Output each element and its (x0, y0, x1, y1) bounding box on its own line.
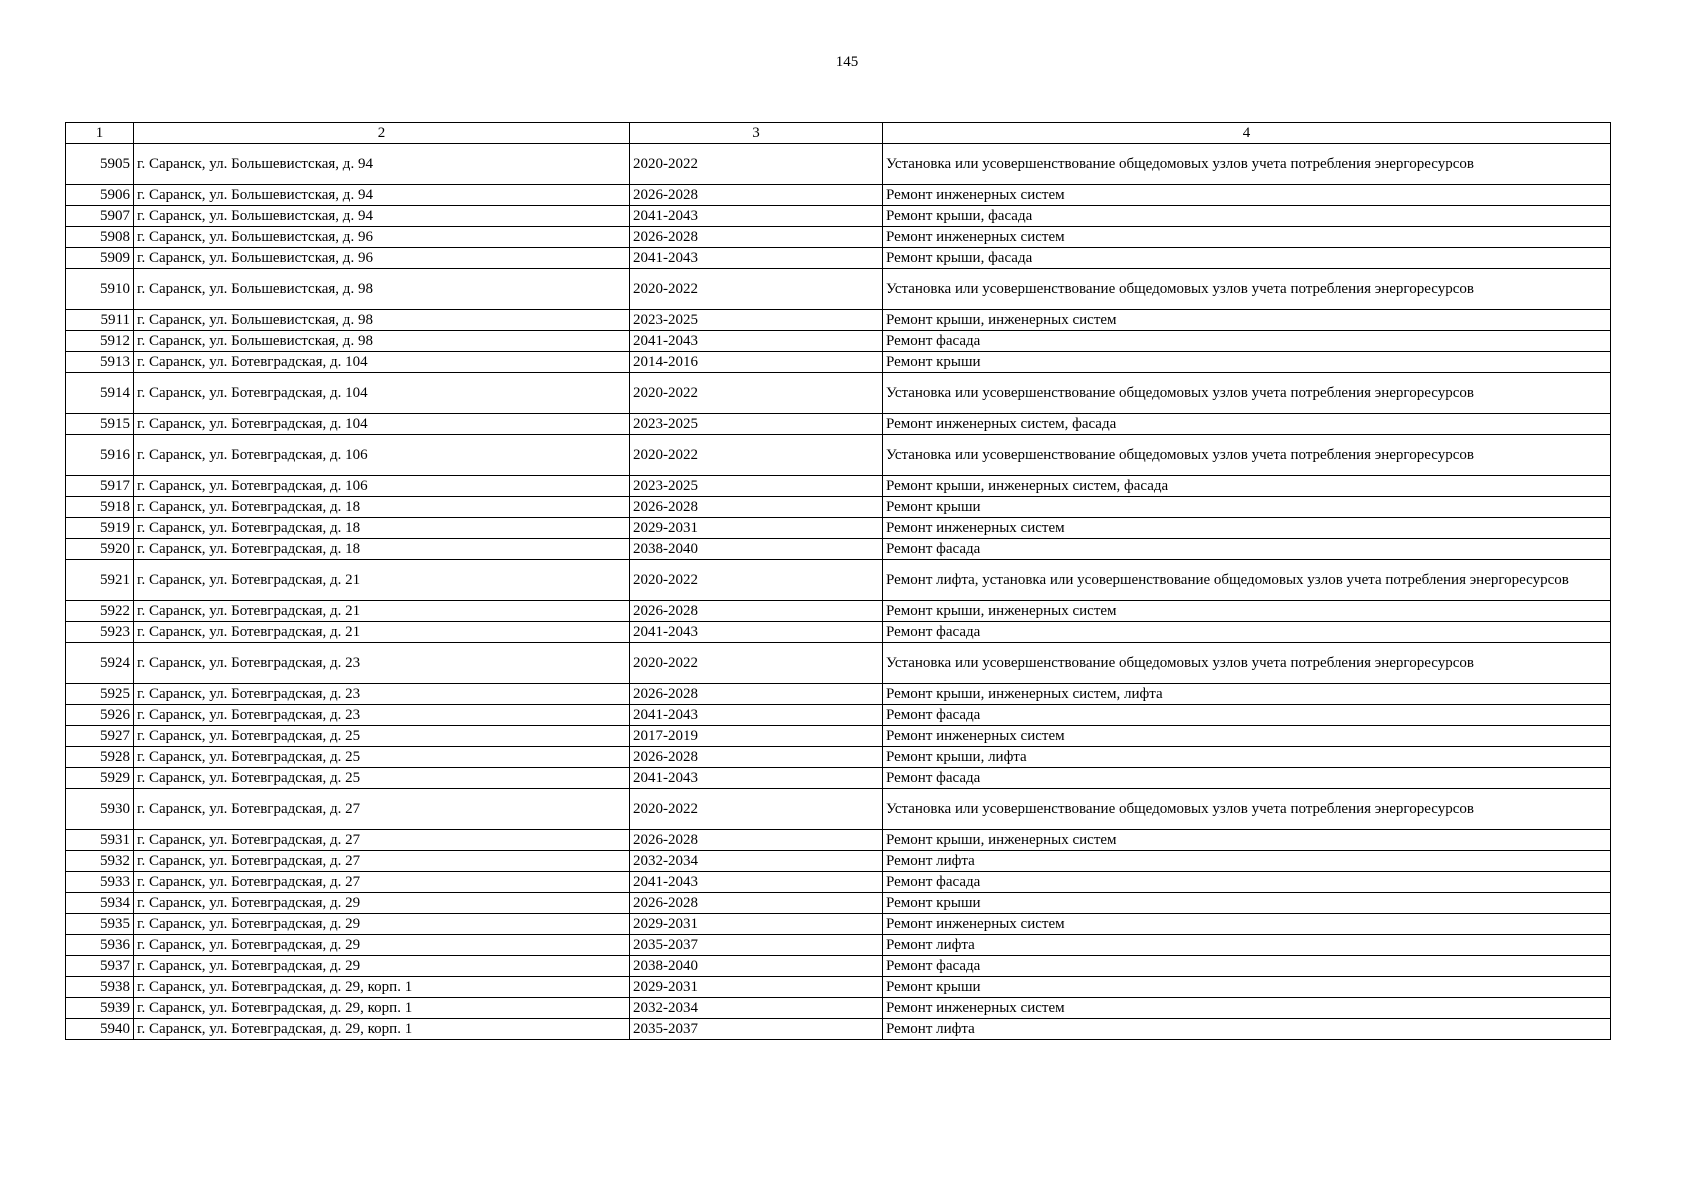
row-number-cell: 5934 (66, 893, 134, 914)
table-row (66, 497, 1611, 518)
table-row (66, 872, 1611, 893)
row-period-cell: 2029-2031 (630, 977, 883, 998)
row-period-cell: 2020-2022 (630, 643, 883, 684)
row-work-cell: Ремонт крыши (883, 497, 1611, 518)
row-period-cell: 2041-2043 (630, 622, 883, 643)
row-address-cell: г. Саранск, ул. Ботевградская, д. 23 (134, 643, 630, 684)
row-work-cell: Ремонт крыши, инженерных систем, лифта (883, 684, 1611, 705)
row-number-cell: 5929 (66, 768, 134, 789)
row-period-cell: 2017-2019 (630, 726, 883, 747)
row-number-cell: 5921 (66, 560, 134, 601)
row-address-cell: г. Саранск, ул. Большевистская, д. 94 (134, 185, 630, 206)
row-period-cell: 2023-2025 (630, 414, 883, 435)
table-row (66, 310, 1611, 331)
row-number-cell: 5910 (66, 269, 134, 310)
row-work-cell: Ремонт инженерных систем, фасада (883, 414, 1611, 435)
row-period-cell: 2026-2028 (630, 497, 883, 518)
table-header-row (66, 123, 1611, 144)
table-row (66, 935, 1611, 956)
table-row (66, 373, 1611, 414)
table-row (66, 248, 1611, 269)
row-number-cell: 5928 (66, 747, 134, 768)
row-work-cell: Ремонт инженерных систем (883, 726, 1611, 747)
row-period-cell: 2029-2031 (630, 914, 883, 935)
header-col-1: 1 (66, 123, 134, 144)
row-work-cell: Установка или усовершенствование общедомовых узлов учета потребления энергоресурсов (883, 373, 1611, 414)
row-work-cell: Ремонт инженерных систем (883, 998, 1611, 1019)
row-number-cell: 5930 (66, 789, 134, 830)
table-body (66, 144, 1611, 1040)
row-work-cell: Ремонт инженерных систем (883, 518, 1611, 539)
row-address-cell: г. Саранск, ул. Ботевградская, д. 27 (134, 830, 630, 851)
table-row (66, 352, 1611, 373)
row-address-cell: г. Саранск, ул. Ботевградская, д. 29 (134, 893, 630, 914)
row-address-cell: г. Саранск, ул. Ботевградская, д. 23 (134, 705, 630, 726)
row-period-cell: 2020-2022 (630, 144, 883, 185)
row-period-cell: 2020-2022 (630, 269, 883, 310)
row-address-cell: г. Саранск, ул. Ботевградская, д. 104 (134, 373, 630, 414)
row-number-cell: 5920 (66, 539, 134, 560)
row-number-cell: 5909 (66, 248, 134, 269)
row-work-cell: Ремонт крыши (883, 352, 1611, 373)
table-row (66, 206, 1611, 227)
row-number-cell: 5931 (66, 830, 134, 851)
row-period-cell: 2041-2043 (630, 248, 883, 269)
table-row (66, 851, 1611, 872)
row-number-cell: 5933 (66, 872, 134, 893)
row-period-cell: 2041-2043 (630, 331, 883, 352)
row-work-cell: Ремонт крыши (883, 893, 1611, 914)
row-address-cell: г. Саранск, ул. Ботевградская, д. 27 (134, 851, 630, 872)
row-address-cell: г. Саранск, ул. Ботевградская, д. 18 (134, 518, 630, 539)
table-row (66, 705, 1611, 726)
row-number-cell: 5905 (66, 144, 134, 185)
table-row (66, 185, 1611, 206)
row-address-cell: г. Саранск, ул. Большевистская, д. 98 (134, 269, 630, 310)
repair-schedule-table (65, 122, 1611, 1040)
row-address-cell: г. Саранск, ул. Ботевградская, д. 106 (134, 476, 630, 497)
row-number-cell: 5913 (66, 352, 134, 373)
row-address-cell: г. Саранск, ул. Ботевградская, д. 106 (134, 435, 630, 476)
row-address-cell: г. Саранск, ул. Ботевградская, д. 23 (134, 684, 630, 705)
row-period-cell: 2038-2040 (630, 539, 883, 560)
row-number-cell: 5925 (66, 684, 134, 705)
row-period-cell: 2026-2028 (630, 185, 883, 206)
table-row (66, 601, 1611, 622)
table-row (66, 269, 1611, 310)
row-number-cell: 5935 (66, 914, 134, 935)
table-row (66, 914, 1611, 935)
row-work-cell: Ремонт крыши, инженерных систем, фасада (883, 476, 1611, 497)
row-period-cell: 2026-2028 (630, 601, 883, 622)
row-address-cell: г. Саранск, ул. Ботевградская, д. 21 (134, 622, 630, 643)
table-row (66, 331, 1611, 352)
row-number-cell: 5906 (66, 185, 134, 206)
row-number-cell: 5924 (66, 643, 134, 684)
row-number-cell: 5912 (66, 331, 134, 352)
row-number-cell: 5926 (66, 705, 134, 726)
row-period-cell: 2023-2025 (630, 476, 883, 497)
row-address-cell: г. Саранск, ул. Ботевградская, д. 29, корп. 1 (134, 1019, 630, 1040)
page-number: 145 (835, 54, 859, 70)
row-address-cell: г. Саранск, ул. Большевистская, д. 98 (134, 331, 630, 352)
row-work-cell: Ремонт фасада (883, 768, 1611, 789)
row-period-cell: 2029-2031 (630, 518, 883, 539)
row-address-cell: г. Саранск, ул. Большевистская, д. 96 (134, 227, 630, 248)
row-period-cell: 2026-2028 (630, 684, 883, 705)
row-number-cell: 5936 (66, 935, 134, 956)
row-period-cell: 2041-2043 (630, 206, 883, 227)
table-row (66, 726, 1611, 747)
row-number-cell: 5914 (66, 373, 134, 414)
row-work-cell: Ремонт инженерных систем (883, 914, 1611, 935)
row-address-cell: г. Саранск, ул. Ботевградская, д. 25 (134, 768, 630, 789)
row-address-cell: г. Саранск, ул. Ботевградская, д. 29 (134, 914, 630, 935)
row-work-cell: Установка или усовершенствование общедомовых узлов учета потребления энергоресурсов (883, 144, 1611, 185)
row-period-cell: 2038-2040 (630, 956, 883, 977)
table-row (66, 227, 1611, 248)
row-period-cell: 2035-2037 (630, 935, 883, 956)
row-period-cell: 2014-2016 (630, 352, 883, 373)
table-row (66, 830, 1611, 851)
row-period-cell: 2041-2043 (630, 705, 883, 726)
header-col-4: 4 (883, 123, 1611, 144)
row-address-cell: г. Саранск, ул. Ботевградская, д. 18 (134, 539, 630, 560)
row-address-cell: г. Саранск, ул. Большевистская, д. 94 (134, 144, 630, 185)
table-row (66, 539, 1611, 560)
row-number-cell: 5923 (66, 622, 134, 643)
row-work-cell: Ремонт фасада (883, 539, 1611, 560)
row-number-cell: 5927 (66, 726, 134, 747)
row-work-cell: Ремонт крыши, фасада (883, 248, 1611, 269)
row-work-cell: Ремонт фасада (883, 956, 1611, 977)
row-address-cell: г. Саранск, ул. Ботевградская, д. 18 (134, 497, 630, 518)
row-address-cell: г. Саранск, ул. Ботевградская, д. 29, корп. 1 (134, 998, 630, 1019)
table-row (66, 684, 1611, 705)
row-address-cell: г. Саранск, ул. Ботевградская, д. 25 (134, 747, 630, 768)
row-period-cell: 2020-2022 (630, 789, 883, 830)
row-work-cell: Ремонт крыши, инженерных систем (883, 601, 1611, 622)
table-row (66, 560, 1611, 601)
row-period-cell: 2023-2025 (630, 310, 883, 331)
table-row (66, 977, 1611, 998)
table-row (66, 747, 1611, 768)
row-address-cell: г. Саранск, ул. Ботевградская, д. 29 (134, 956, 630, 977)
row-period-cell: 2032-2034 (630, 851, 883, 872)
row-work-cell: Ремонт лифта, установка или усовершенствование общедомовых узлов учета потребления энергоресурсов (883, 560, 1611, 601)
row-address-cell: г. Саранск, ул. Ботевградская, д. 25 (134, 726, 630, 747)
row-number-cell: 5940 (66, 1019, 134, 1040)
row-work-cell: Ремонт фасада (883, 331, 1611, 352)
row-number-cell: 5908 (66, 227, 134, 248)
row-number-cell: 5917 (66, 476, 134, 497)
row-work-cell: Ремонт лифта (883, 1019, 1611, 1040)
table-row (66, 1019, 1611, 1040)
row-work-cell: Ремонт крыши, инженерных систем (883, 310, 1611, 331)
row-number-cell: 5938 (66, 977, 134, 998)
table-row (66, 518, 1611, 539)
row-number-cell: 5922 (66, 601, 134, 622)
row-address-cell: г. Саранск, ул. Ботевградская, д. 104 (134, 414, 630, 435)
row-period-cell: 2020-2022 (630, 560, 883, 601)
row-period-cell: 2041-2043 (630, 872, 883, 893)
row-work-cell: Установка или усовершенствование общедомовых узлов учета потребления энергоресурсов (883, 643, 1611, 684)
row-address-cell: г. Саранск, ул. Ботевградская, д. 21 (134, 601, 630, 622)
row-address-cell: г. Саранск, ул. Большевистская, д. 94 (134, 206, 630, 227)
row-work-cell: Ремонт лифта (883, 935, 1611, 956)
row-work-cell: Ремонт фасада (883, 705, 1611, 726)
table-row (66, 476, 1611, 497)
row-number-cell: 5915 (66, 414, 134, 435)
header-col-2: 2 (134, 123, 630, 144)
table-row (66, 768, 1611, 789)
row-number-cell: 5907 (66, 206, 134, 227)
table-row (66, 622, 1611, 643)
row-period-cell: 2026-2028 (630, 227, 883, 248)
header-col-3: 3 (630, 123, 883, 144)
row-work-cell: Установка или усовершенствование общедомовых узлов учета потребления энергоресурсов (883, 269, 1611, 310)
row-address-cell: г. Саранск, ул. Ботевградская, д. 29, корп. 1 (134, 977, 630, 998)
table-row (66, 956, 1611, 977)
row-work-cell: Ремонт лифта (883, 851, 1611, 872)
row-address-cell: г. Саранск, ул. Большевистская, д. 96 (134, 248, 630, 269)
row-period-cell: 2035-2037 (630, 1019, 883, 1040)
row-work-cell: Ремонт крыши (883, 977, 1611, 998)
row-number-cell: 5937 (66, 956, 134, 977)
row-period-cell: 2026-2028 (630, 893, 883, 914)
table-row (66, 789, 1611, 830)
row-address-cell: г. Саранск, ул. Большевистская, д. 98 (134, 310, 630, 331)
row-address-cell: г. Саранск, ул. Ботевградская, д. 29 (134, 935, 630, 956)
table-row (66, 144, 1611, 185)
row-period-cell: 2026-2028 (630, 830, 883, 851)
row-work-cell: Ремонт фасада (883, 872, 1611, 893)
row-number-cell: 5919 (66, 518, 134, 539)
row-work-cell: Ремонт фасада (883, 622, 1611, 643)
row-work-cell: Ремонт крыши, инженерных систем (883, 830, 1611, 851)
row-period-cell: 2020-2022 (630, 435, 883, 476)
row-work-cell: Ремонт крыши, фасада (883, 206, 1611, 227)
row-address-cell: г. Саранск, ул. Ботевградская, д. 27 (134, 872, 630, 893)
row-period-cell: 2026-2028 (630, 747, 883, 768)
row-period-cell: 2020-2022 (630, 373, 883, 414)
row-address-cell: г. Саранск, ул. Ботевградская, д. 104 (134, 352, 630, 373)
row-work-cell: Ремонт крыши, лифта (883, 747, 1611, 768)
row-period-cell: 2032-2034 (630, 998, 883, 1019)
row-work-cell: Установка или усовершенствование общедомовых узлов учета потребления энергоресурсов (883, 435, 1611, 476)
table-row (66, 414, 1611, 435)
row-work-cell: Установка или усовершенствование общедомовых узлов учета потребления энергоресурсов (883, 789, 1611, 830)
table-row (66, 998, 1611, 1019)
row-address-cell: г. Саранск, ул. Ботевградская, д. 27 (134, 789, 630, 830)
row-number-cell: 5916 (66, 435, 134, 476)
table-row (66, 435, 1611, 476)
row-work-cell: Ремонт инженерных систем (883, 227, 1611, 248)
row-number-cell: 5932 (66, 851, 134, 872)
row-number-cell: 5911 (66, 310, 134, 331)
row-period-cell: 2041-2043 (630, 768, 883, 789)
table-row (66, 643, 1611, 684)
row-address-cell: г. Саранск, ул. Ботевградская, д. 21 (134, 560, 630, 601)
table-row (66, 893, 1611, 914)
row-number-cell: 5918 (66, 497, 134, 518)
row-number-cell: 5939 (66, 998, 134, 1019)
row-work-cell: Ремонт инженерных систем (883, 185, 1611, 206)
